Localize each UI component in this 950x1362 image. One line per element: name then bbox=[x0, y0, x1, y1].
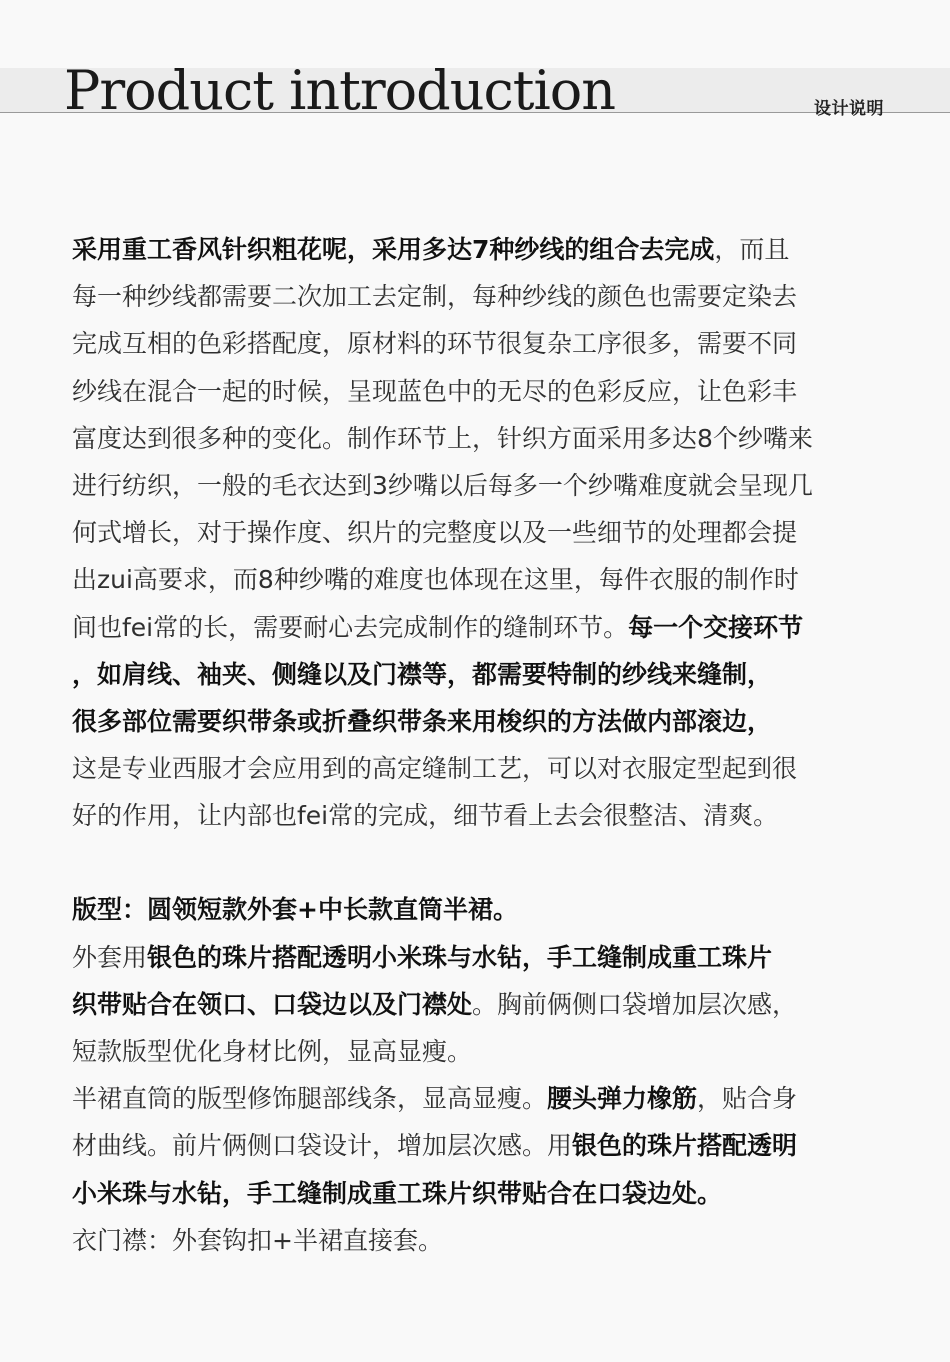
text-line: 纱线在混合一起的时候，呈现蓝色中的无尽的色彩反应，让色彩丰 bbox=[72, 376, 798, 406]
text-line: ，如肩线、袖夹、侧缝以及门襟等，都需要特制的纱线来缝制， bbox=[72, 659, 773, 689]
text-line: 短款版型优化身材比例，显高显瘦。 bbox=[72, 1037, 473, 1066]
text-line: 何式增长，对于操作度、织片的完整度以及一些细节的处理都会提 bbox=[72, 518, 798, 548]
text-line: 半裙直筒的版型修饰腿部线条，显高显瘦。腰头弹力橡筋，贴合身 bbox=[72, 1084, 798, 1114]
text-line: 版型：圆领短款外套+中长款直筒半裙。 bbox=[72, 895, 518, 925]
text-line: 这是专业西服才会应用到的高定缝制工艺，可以对衣服定型起到很 bbox=[72, 754, 798, 784]
text-line: 外套用银色的珠片搭配透明小米珠与水钻，手工缝制成重工珠片 bbox=[72, 942, 773, 972]
text-line: 材曲线。前片俩侧口袋设计，增加层次感。用银色的珠片搭配透明 bbox=[72, 1131, 798, 1161]
text-line: 小米珠与水钻，手工缝制成重工珠片织带贴合在口袋边处。 bbox=[72, 1178, 723, 1208]
product-description bbox=[72, 226, 882, 1264]
paragraph-gap bbox=[72, 839, 882, 886]
text-line: 每一种纱线都需要二次加工去定制，每种纱线的颜色也需要定染去 bbox=[72, 282, 798, 312]
text-line: 很多部位需要织带条或折叠织带条来用梭织的方法做内部滚边， bbox=[72, 706, 773, 736]
text-line: 完成互相的色彩搭配度，原材料的环节很复杂工序很多，需要不同 bbox=[72, 329, 798, 359]
text-line: 好的作用，让内部也fei常的完成，细节看上去会很整洁、清爽。 bbox=[72, 801, 779, 831]
text-line: 间也fei常的长，需要耐心去完成制作的缝制环节。每一个交接环节 bbox=[72, 612, 804, 642]
page-subtitle: 设计说明 bbox=[814, 99, 884, 119]
text-line: 进行纺织，一般的毛衣达到3纱嘴以后每多一个纱嘴难度就会呈现几 bbox=[72, 470, 813, 500]
fabric-paragraph bbox=[72, 226, 882, 839]
design-paragraph bbox=[72, 886, 882, 1264]
text-line: 出zui高要求，而8种纱嘴的难度也体现在这里，每件衣服的制作时 bbox=[72, 565, 799, 595]
text-line: 织带贴合在领口、口袋边以及门襟处。胸前俩侧口袋增加层次感， bbox=[72, 989, 798, 1019]
page-title: Product introduction bbox=[64, 59, 616, 122]
text-line: 采用重工香风针织粗花呢，采用多达7种纱线的组合去完成，而且 bbox=[72, 235, 790, 264]
text-line: 衣门襟：外套钩扣+半裙直接套。 bbox=[72, 1225, 443, 1255]
text-line: 富度达到很多种的变化。制作环节上，针织方面采用多达8个纱嘴来 bbox=[72, 423, 813, 453]
